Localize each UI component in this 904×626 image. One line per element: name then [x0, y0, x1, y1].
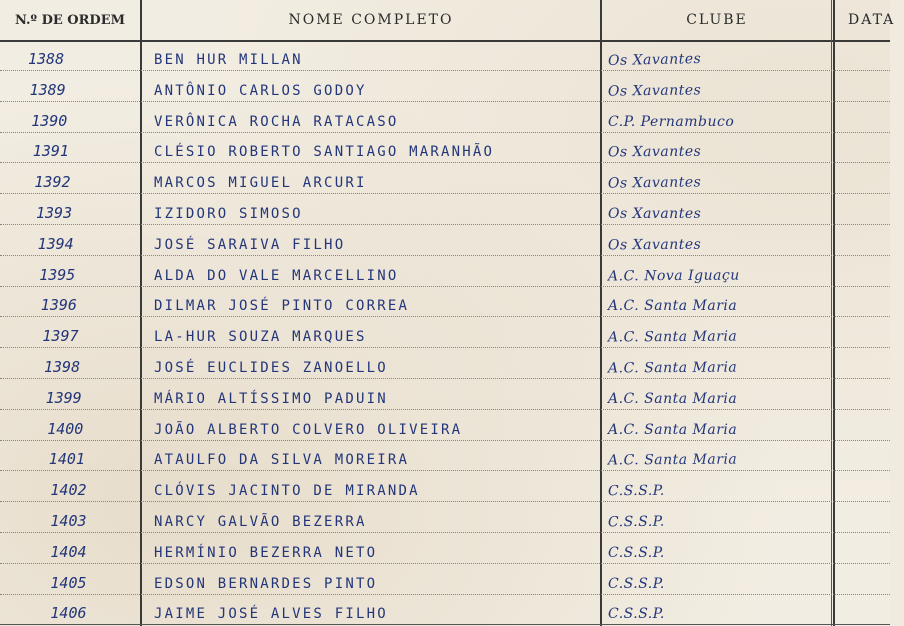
member-name: JOÃO ALBERTO COLVERO OLIVEIRA — [154, 421, 463, 438]
club-name: C.S.S.P. — [608, 575, 665, 592]
club-name: Os Xavantes — [607, 144, 702, 161]
table-row — [0, 132, 890, 163]
member-name: HERMÍNIO BEZERRA NETO — [154, 544, 378, 561]
row-number: 1391 — [32, 142, 69, 161]
club-name: A.C. Santa Maria — [608, 298, 738, 315]
club-name: Os Xavantes — [608, 206, 702, 222]
club-name: Os Xavantes — [607, 174, 702, 192]
club-name: A.C. Santa Maria — [608, 421, 738, 438]
club-name: A.C. Santa Maria — [607, 359, 738, 377]
club-name: A.C. Santa Maria — [608, 390, 738, 407]
club-name: Os Xavantes — [607, 51, 702, 69]
table-row — [0, 379, 890, 410]
member-name: JOSÉ EUCLIDES ZANOELLO — [154, 360, 388, 376]
member-name: ATAULFO DA SILVA MOREIRA — [154, 452, 410, 469]
table-row — [0, 564, 890, 595]
member-name: ALDA DO VALE MARCELLINO — [154, 267, 399, 284]
club-name: A.C. Santa Maria — [607, 451, 738, 469]
member-name: ANTÔNIO CARLOS GODOY — [154, 82, 367, 99]
row-number: 1398 — [44, 358, 81, 376]
row-number: 1395 — [39, 265, 76, 284]
row-number: 1404 — [50, 542, 87, 561]
row-number: 1393 — [36, 204, 73, 222]
row-number: 1392 — [34, 173, 71, 192]
club-name: C.S.S.P. — [607, 482, 665, 500]
member-name: CLÓVIS JACINTO DE MIRANDA — [154, 483, 420, 500]
member-name: IZIDORO SIMOSO — [154, 206, 303, 222]
header-ordem: N.º DE ORDEM — [14, 12, 125, 28]
club-name: C.S.S.P. — [608, 606, 665, 623]
row-number: 1405 — [50, 573, 87, 592]
table-row — [0, 256, 890, 287]
table-row — [0, 533, 890, 564]
member-name: VERÔNICA ROCHA RATACASO — [154, 113, 399, 130]
row-number: 1389 — [29, 80, 66, 99]
member-name: JAIME JOSÉ ALVES FILHO — [154, 606, 388, 623]
member-name: CLÉSIO ROBERTO SANTIAGO MARANHÃO — [154, 144, 495, 161]
row-number: 1406 — [50, 604, 87, 623]
row-number: 1400 — [47, 419, 84, 438]
club-name: A.C. Nova Iguaçu — [607, 267, 740, 285]
member-name: NARCY GALVÃO BEZERRA — [154, 514, 367, 530]
member-name: MÁRIO ALTÍSSIMO PADUIN — [154, 390, 388, 407]
row-number: 1390 — [31, 111, 68, 130]
table-row — [0, 71, 890, 102]
row-number: 1388 — [28, 50, 65, 68]
club-name: Os Xavantes — [607, 82, 702, 100]
member-name: EDSON BERNARDES PINTO — [154, 575, 378, 592]
table-header — [0, 0, 896, 42]
club-name: C.S.S.P. — [607, 513, 665, 531]
club-name: C.P. Pernambuco — [608, 113, 735, 130]
table-row — [0, 194, 890, 225]
member-name: BEN HUR MILLAN — [154, 52, 303, 68]
row-number: 1399 — [45, 388, 82, 407]
table-row — [0, 102, 890, 133]
row-number: 1394 — [37, 234, 74, 253]
club-name: C.S.S.P. — [608, 544, 665, 561]
table-row — [0, 594, 890, 625]
table-row — [0, 410, 890, 441]
table-row — [0, 163, 890, 194]
table-body — [0, 40, 890, 626]
member-name: JOSÉ SARAIVA FILHO — [154, 236, 346, 253]
row-number: 1403 — [50, 512, 87, 530]
member-name: MARCOS MIGUEL ARCURI — [154, 175, 367, 192]
table-row — [0, 440, 890, 471]
table-row — [0, 317, 890, 348]
table-row — [0, 40, 890, 71]
table-row — [0, 348, 890, 379]
row-number: 1402 — [50, 481, 87, 500]
club-name: Os Xavantes — [607, 236, 702, 254]
header-nome: NOME COMPLETO — [288, 12, 454, 28]
club-name: A.C. Santa Maria — [607, 328, 738, 346]
table-row — [0, 471, 890, 502]
member-name: LA-HUR SOUZA MARQUES — [154, 329, 367, 346]
table-row — [0, 286, 890, 317]
table-row — [0, 225, 890, 256]
header-clube: CLUBE — [686, 12, 748, 28]
row-number: 1397 — [42, 327, 79, 346]
table-row — [0, 502, 890, 533]
row-number: 1401 — [48, 450, 85, 469]
member-name: DILMAR JOSÉ PINTO CORREA — [154, 298, 410, 315]
header-data: DATA — [848, 12, 896, 28]
row-number: 1396 — [40, 296, 77, 315]
